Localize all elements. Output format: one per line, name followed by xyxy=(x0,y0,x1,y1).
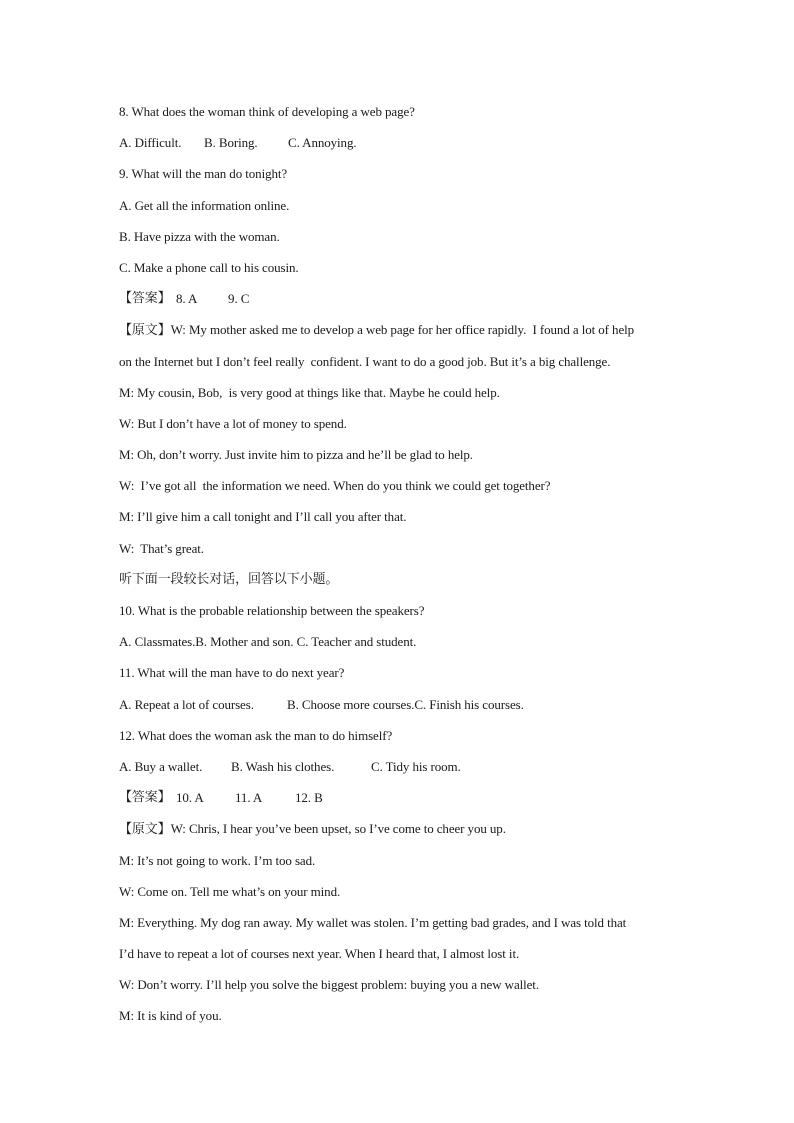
transcript-text: W: My mother asked me to develop a web page for her office rapidly. I found a lot of help xyxy=(170,322,635,338)
answer-label: 【答案】 xyxy=(119,291,171,307)
question-12-stem: 12. What does the woman ask the man to do himself? xyxy=(119,727,393,743)
transcript-line: I’d have to repeat a lot of courses next year. When I heard that, I almost lost it. xyxy=(119,946,520,962)
question-8-stem: 8. What does the woman think of developing a web page? xyxy=(119,104,415,119)
transcript-label: 【原文】 xyxy=(119,323,171,339)
transcript-text: W: Chris, I hear you’ve been upset, so I’ve come to cheer you up. xyxy=(170,821,506,837)
question-10-stem: 10. What is the probable relationship between the speakers? xyxy=(119,603,425,618)
section-instruction: 听下面一段较长对话，回答以下小题。 xyxy=(119,571,339,587)
answer-label: 【答案】 xyxy=(119,790,171,806)
option-b: B. Mother and son. xyxy=(195,634,294,650)
transcript-line: W: I’ve got all the information we need. When do you think we could get together? xyxy=(119,478,551,494)
option-c: C. Finish his courses. xyxy=(414,696,524,712)
transcript-line: W: That’s great. xyxy=(119,540,204,556)
transcript-line: M: It’s not going to work. I’m too sad. xyxy=(119,852,316,868)
question-9-stem: 9. What will the man do tonight? xyxy=(119,166,288,182)
option-c: C. Make a phone call to his cousin. xyxy=(119,259,299,275)
transcript-line xyxy=(119,813,739,844)
transcript-line: W: But I don’t have a lot of money to spend. xyxy=(119,415,347,431)
answer-item: 8. A xyxy=(176,291,198,307)
answer-line xyxy=(119,283,739,314)
page-content xyxy=(119,96,739,1032)
transcript-line: on the Internet but I don’t feel really confident. I want to do a good job. But it’s a big challenge. xyxy=(119,353,611,369)
option-a: A. Get all the information online. xyxy=(119,197,290,213)
answer-item: 10. A xyxy=(176,790,204,806)
option-b: B. Wash his clothes. xyxy=(231,758,335,774)
transcript-label: 【原文】 xyxy=(119,822,171,838)
option-b-c xyxy=(287,689,524,720)
option-c: C. Annoying. xyxy=(288,135,357,151)
option-b: B. Choose more courses. xyxy=(287,696,415,712)
option-a: A. Repeat a lot of courses. xyxy=(119,696,254,712)
option-a: A. Difficult. xyxy=(119,135,182,151)
answer-item: 9. C xyxy=(228,291,250,307)
option-b: B. Have pizza with the woman. xyxy=(119,228,280,244)
transcript-line: W: Don’t worry. I’ll help you solve the biggest problem: buying you a new wallet. xyxy=(119,977,539,993)
question-8-options xyxy=(119,127,739,158)
answer-item: 11. A xyxy=(235,790,263,806)
transcript-line: M: Everything. My dog ran away. My wallet was stolen. I’m getting bad grades, and I was told that xyxy=(119,914,627,930)
question-10-options xyxy=(119,626,739,657)
question-12-options xyxy=(119,751,739,782)
question-11-stem: 11. What will the man have to do next year? xyxy=(119,665,345,681)
transcript-line: W: Come on. Tell me what’s on your mind. xyxy=(119,883,341,899)
option-a: A. Buy a wallet. xyxy=(119,758,203,774)
option-c: C. Tidy his room. xyxy=(371,758,461,774)
transcript-line: M: Oh, don’t worry. Just invite him to pizza and he’ll be glad to help. xyxy=(119,447,473,463)
transcript-line xyxy=(119,314,739,345)
transcript-line: M: It is kind of you. xyxy=(119,1008,222,1024)
transcript-line: M: My cousin, Bob, is very good at things like that. Maybe he could help. xyxy=(119,384,500,400)
option-c: C. Teacher and student. xyxy=(296,634,417,650)
option-b: B. Boring. xyxy=(204,135,258,151)
answer-item: 12. B xyxy=(295,790,323,806)
transcript-line: M: I’ll give him a call tonight and I’ll call you after that. xyxy=(119,509,407,525)
question-11-options xyxy=(119,689,739,720)
option-a: A. Classmates. xyxy=(119,634,196,650)
answer-line xyxy=(119,782,739,813)
